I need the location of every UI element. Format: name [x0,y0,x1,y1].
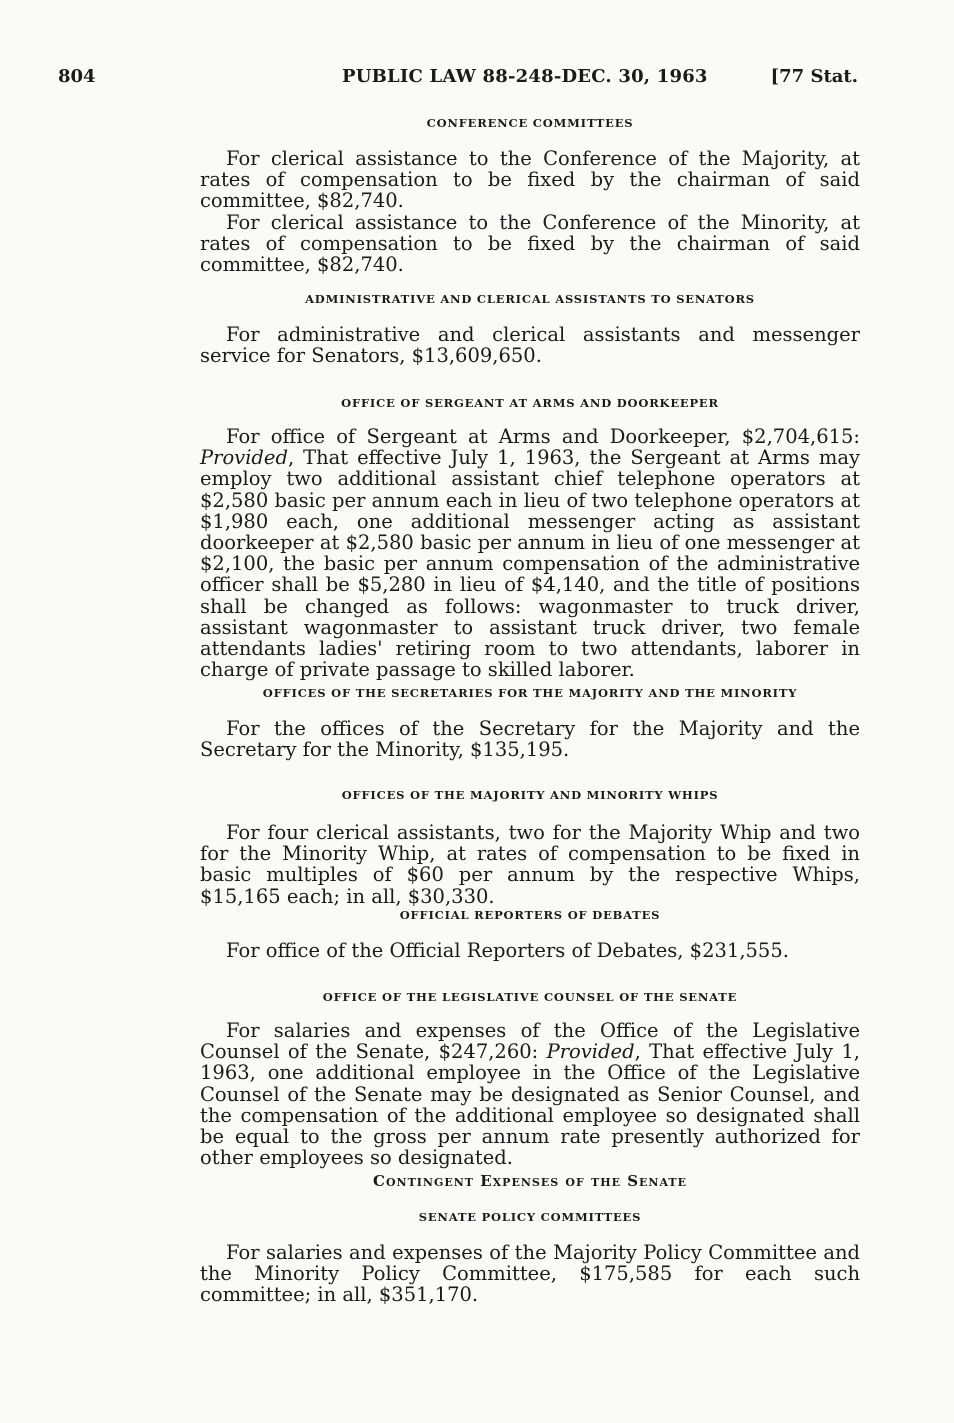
section-heading-secretaries: OFFICES OF THE SECRETARIES FOR THE MAJORITY AND THE MINORITY [262,686,798,700]
text-run: , That effective July 1, 1963, one additional employee in the Office of the Legislative Counsel of the Senate may be designated as Senior Counsel, and the compensation of the additional employee so designated shall be equal to the gross per annum rate presently authorized for other employees so designated. [200,1040,861,1170]
running-header [58,66,858,96]
paragraph-conference-majority: For clerical assistance to the Conference of the Majority, at rates of compensation to be fixed by the chairman of said committee, $82,740. [200,147,860,213]
paragraph-secretaries: For the offices of the Secretary for the Majority and the Secretary for the Minority, $135,195. [200,717,860,762]
section-heading-reporters: OFFICIAL REPORTERS OF DEBATES [399,908,661,922]
section-heading-conference: CONFERENCE COMMITTEES [426,116,634,130]
text-run: , That effective July 1, 1963, the Sergeant at Arms may employ two additional assistant chief telephone operators at $2,580 basic per annum each in lieu of two telephone operators at $1,980 each, one additional messenger acting as assistant doorkeeper at $2,580 basic per annum in lieu of one messenger at $2,100, the basic per annum compensation of the administrative officer shall be $5,280 in lieu of $4,140, and the title of positions shall be changed as follows: wagonmaster to truck driver, assistant wagonmaster to assistant truck driver, two female attendants ladies' retiring room to two attendants, laborer in charge of private passage to skilled laborer. [200,446,860,682]
paragraph-conference-minority: For clerical assistance to the Conference of the Minority, at rates of compensation to be fixed by the chairman of said committee, $82,740. [200,211,860,277]
volume-reference: [77 Stat. [770,66,858,87]
section-heading-sergeant-at-arms: OFFICE OF SERGEANT AT ARMS AND DOORKEEPER [341,396,719,410]
section-heading-admin-assistants: ADMINISTRATIVE AND CLERICAL ASSISTANTS TO SENATORS [305,292,755,306]
section-heading-whips: OFFICES OF THE MAJORITY AND MINORITY WHIPS [341,788,719,802]
page-number: 804 [58,66,96,87]
text-run: For office of Sergeant at Arms and Doorkeeper, $2,704,615: [226,425,860,448]
section-heading-legislative-counsel: OFFICE OF THE LEGISLATIVE COUNSEL OF THE SENATE [322,990,738,1004]
running-title: PUBLIC LAW 88-248-DEC. 30, 1963 [342,66,708,87]
text-run-italic: Provided [200,446,288,470]
paragraph-whips: For four clerical assistants, two for the Majority Whip and two for the Minority Whip, at rates of compensation to be fixed in basic multiples of $60 per annum by the respective Whips, $15,165 each; in all, $30,330. [200,821,860,908]
chapter-heading-contingent-expenses: Contingent Expenses of the Senate [373,1172,687,1190]
paragraph-admin-assistants: For administrative and clerical assistants and messenger service for Senators, $13,609,650. [200,323,860,368]
section-heading-policy-committees: SENATE POLICY COMMITTEES [418,1210,642,1224]
text-run-italic: Provided [546,1040,635,1064]
paragraph-policy-committees: For salaries and expenses of the Majority Policy Committee and the Minority Policy Committee, $175,585 for each such committee; in all, $351,170. [200,1241,860,1307]
paragraph-reporters: For office of the Official Reporters of Debates, $231,555. [226,939,789,962]
paragraph-legislative-counsel [200,1020,860,1168]
text-run: For salaries and expenses of the Office of the Legislative Counsel of the Senate, $247,260: [200,1019,860,1064]
paragraph-sergeant-at-arms [200,426,860,680]
